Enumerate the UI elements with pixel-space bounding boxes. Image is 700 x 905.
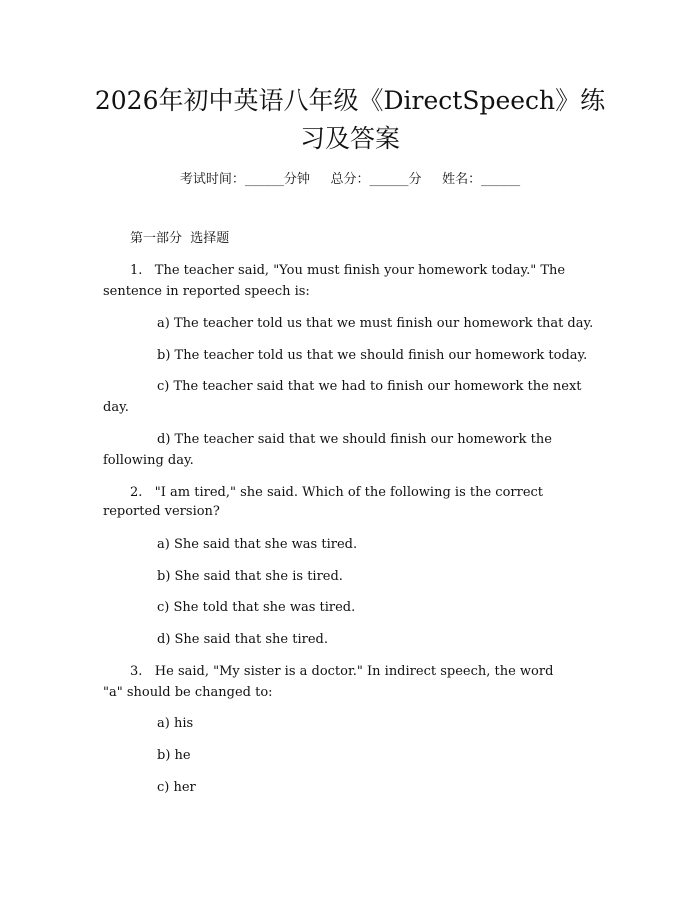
document-title [80,82,620,158]
question-2-option-b: b) She said that she is tired. [157,569,343,584]
question-1-option-c-line-2: day. [103,400,129,415]
question-2-option-a: a) She said that she was tired. [157,537,358,552]
question-3-stem-line-1: 3. He said, "My sister is a doctor." In indirect speech, the word [130,664,554,679]
question-1-option-b: b) The teacher told us that we should finish our homework today. [157,348,588,363]
section-title: 第一部分 选择题 [130,231,230,246]
question-3-option-c: c) her [157,780,196,795]
question-2-option-c: c) She told that she was tired. [157,600,356,615]
question-1-option-d-line-2: following day. [103,453,194,468]
question-1-option-d-line-1: d) The teacher said that we should finish our homework the [157,432,552,447]
question-3-stem-line-2: "a" should be changed to: [103,685,273,700]
title-line-2: 习及答案 [299,124,400,153]
question-2-stem-line-2: reported version? [103,504,220,519]
exam-meta-line: 考试时间：______分钟 总分：______分 姓名：______ [179,172,521,187]
question-3-option-a: a) his [157,716,194,731]
question-1-stem-line-1: 1. The teacher said, "You must finish your homework today." The [130,263,566,278]
question-2-stem-line-1: 2. "I am tired," she said. Which of the following is the correct [130,485,544,500]
question-1-option-c-line-1: c) The teacher said that we had to finish our homework the next [157,379,582,394]
title-line-1: 2026年初中英语八年级《DirectSpeech》练 [94,86,606,115]
question-1-stem-line-2: sentence in reported speech is: [103,284,310,299]
question-3-option-b: b) he [157,748,191,763]
question-2-option-d: d) She said that she tired. [157,632,328,647]
question-1-option-a: a) The teacher told us that we must finish our homework that day. [157,316,594,331]
